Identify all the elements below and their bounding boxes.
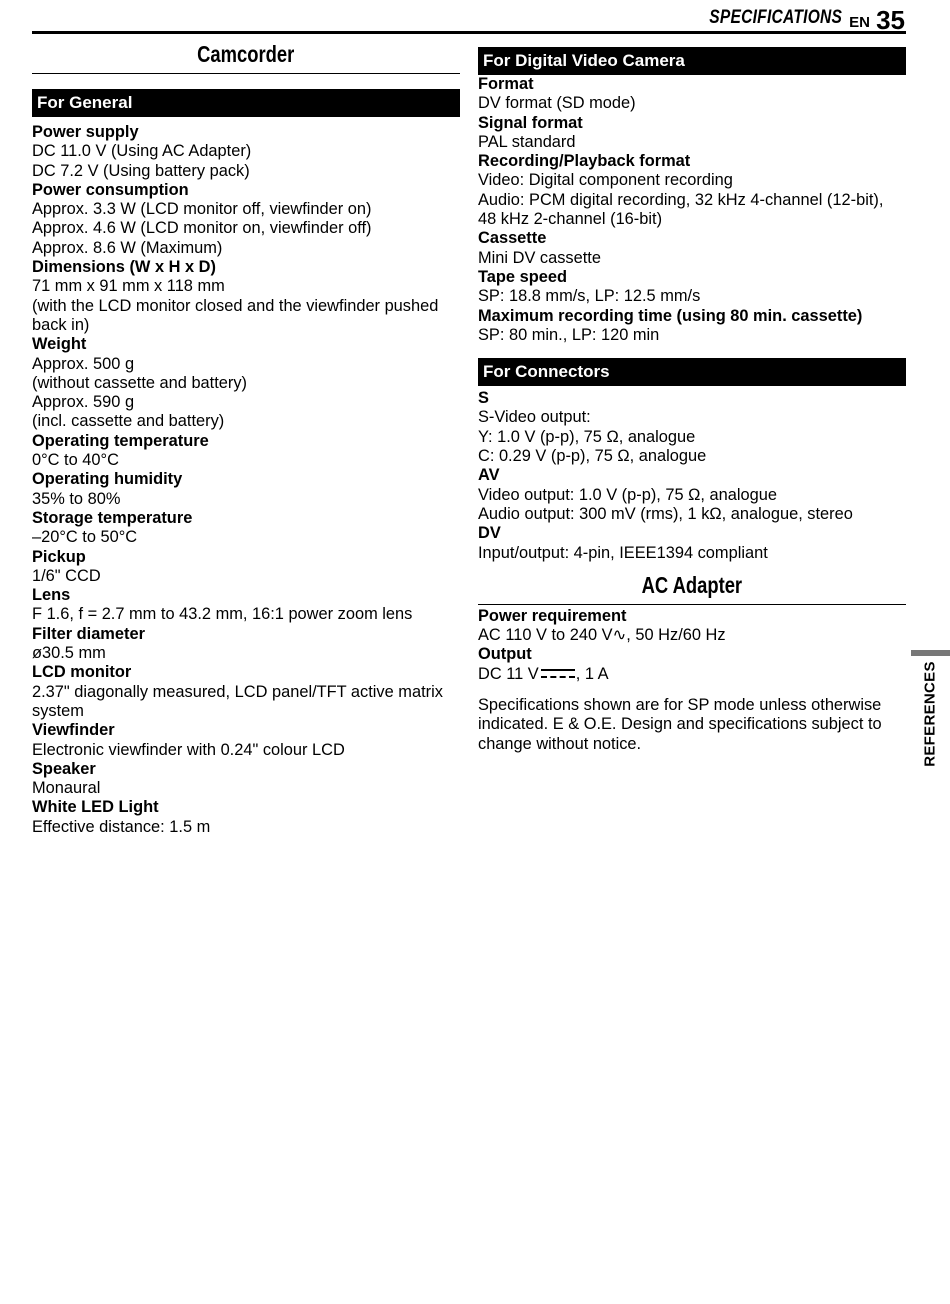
dvc-column <box>478 36 906 754</box>
general-spec-list <box>32 123 460 837</box>
side-section-label: REFERENCES <box>921 661 939 767</box>
spec-value: S-Video output: <box>478 408 591 427</box>
spec-value: (without cassette and battery) <box>32 373 248 392</box>
spec-label: Power supply <box>32 123 139 141</box>
spec-value: DC 7.2 V (Using battery pack) <box>32 161 250 180</box>
specifications-note: Specifications shown are for SP mode unless otherwise indicated. E & O.E. Design and specifications subject to change without notice. <box>478 696 882 753</box>
spec-label: Power requirement <box>478 606 627 625</box>
spec-label: Weight <box>32 335 87 354</box>
dc-symbol-icon <box>541 669 575 679</box>
spec-value: Audio output: 300 mV (rms), 1 kΩ, analogue, stereo <box>478 504 853 523</box>
spec-label: Storage temperature <box>32 508 193 527</box>
spec-value: Effective distance: 1.5 m <box>32 817 211 836</box>
spec-value: Input/output: 4-pin, IEEE1394 compliant <box>478 543 768 562</box>
ac-adapter-spec-list <box>478 607 906 684</box>
spec-label: Signal format <box>478 113 583 132</box>
spec-value: 71 mm x 91 mm x 118 mm <box>32 277 225 296</box>
spec-value: Approx. 4.6 W (LCD monitor on, viewfinder off) <box>32 219 372 238</box>
header-title: SPECIFICATIONS <box>708 7 842 28</box>
spec-value: Electronic viewfinder with 0.24" colour LCD <box>32 740 345 759</box>
spec-value: (incl. cassette and battery) <box>32 412 225 431</box>
spec-value: 0°C to 40°C <box>32 451 119 470</box>
spec-label: AV <box>478 466 500 485</box>
spec-label: Filter diameter <box>32 624 145 643</box>
spec-value: –20°C to 50°C <box>32 528 138 547</box>
spec-label: Pickup <box>32 547 86 566</box>
spec-label: Power consumption <box>32 180 189 199</box>
output-suffix: , 1 A <box>575 664 609 683</box>
connectors-spec-list <box>478 389 906 563</box>
spec-label: Operating temperature <box>32 431 209 450</box>
spec-value: Y: 1.0 V (p-p), 75 Ω, analogue <box>478 427 696 446</box>
spec-value <box>478 665 906 684</box>
spec-label: Operating humidity <box>32 470 183 489</box>
spec-label: Lens <box>32 586 71 605</box>
spec-value: SP: 80 min., LP: 120 min <box>478 325 660 344</box>
spec-label: Output <box>478 645 532 664</box>
spec-label: Cassette <box>478 229 547 248</box>
spec-label: Format <box>478 75 534 93</box>
spec-label: Recording/Playback format <box>478 152 691 171</box>
spec-value: Approx. 500 g <box>32 354 135 373</box>
spec-value: Monaural <box>32 779 101 798</box>
page-number: 35 <box>876 5 905 35</box>
spec-value: PAL standard <box>478 132 576 151</box>
spec-value: SP: 18.8 mm/s, LP: 12.5 mm/s <box>478 287 701 306</box>
spec-label: LCD monitor <box>32 663 132 682</box>
spec-label: Maximum recording time (using 80 min. cassette) <box>478 306 863 325</box>
camcorder-title-text: Camcorder <box>197 41 295 67</box>
side-tab-marker <box>911 650 950 656</box>
page-header <box>32 4 906 34</box>
spec-label: S <box>478 389 489 408</box>
spec-value: Audio: PCM digital recording, 32 kHz 4-channel (12-bit), 48 kHz 2-channel (16-bit) <box>478 190 884 229</box>
header-language: EN <box>849 14 870 31</box>
spec-value: ø30.5 mm <box>32 644 106 663</box>
spec-value: Approx. 8.6 W (Maximum) <box>32 238 223 257</box>
ac-adapter-section-title <box>478 567 906 605</box>
spec-value: DV format (SD mode) <box>478 94 636 113</box>
spec-value: AC 110 V to 240 V∿, 50 Hz/60 Hz <box>478 626 726 645</box>
spec-value: C: 0.29 V (p-p), 75 Ω, analogue <box>478 447 707 466</box>
spec-label: White LED Light <box>32 798 159 817</box>
spec-label: DV <box>478 524 501 543</box>
output-prefix: DC 11 V <box>478 664 539 683</box>
spec-value: F 1.6, f = 2.7 mm to 43.2 mm, 16:1 power zoom lens <box>32 605 413 624</box>
spec-value: 2.37" diagonally measured, LCD panel/TFT active matrix system <box>32 682 443 720</box>
camcorder-section-title <box>32 36 460 74</box>
spec-label: Tape speed <box>478 267 567 286</box>
spec-value: 35% to 80% <box>32 489 121 508</box>
camcorder-column <box>32 36 460 837</box>
dvc-bar: For Digital Video Camera <box>478 47 906 75</box>
spec-value: 1/6" CCD <box>32 566 101 585</box>
spec-value: Mini DV cassette <box>478 248 601 267</box>
spec-value: Video: Digital component recording <box>478 171 733 190</box>
spec-value: (with the LCD monitor closed and the viewfinder pushed back in) <box>32 296 439 334</box>
spec-label: Speaker <box>32 759 96 778</box>
spec-value: Video output: 1.0 V (p-p), 75 Ω, analogue <box>478 485 777 504</box>
spec-label: Dimensions (W x H x D) <box>32 258 216 277</box>
spec-value: DC 11.0 V (Using AC Adapter) <box>32 142 252 161</box>
spec-value: Approx. 3.3 W (LCD monitor off, viewfinder on) <box>32 200 372 219</box>
connectors-bar: For Connectors <box>478 358 906 386</box>
ac-adapter-title-text: AC Adapter <box>641 571 743 598</box>
dvc-spec-list <box>478 75 906 345</box>
general-bar: For General <box>32 89 460 117</box>
spec-label: Viewfinder <box>32 721 115 740</box>
spec-value: Approx. 590 g <box>32 393 135 412</box>
